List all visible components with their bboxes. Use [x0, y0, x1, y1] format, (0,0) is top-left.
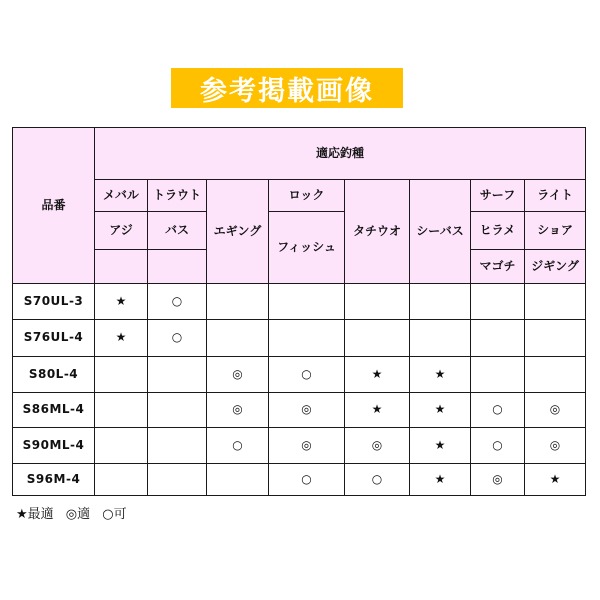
model-number: S90ML-4: [13, 427, 95, 463]
legend: [16, 503, 135, 522]
model-number: S76UL-4: [13, 320, 95, 356]
rating-mark: [95, 392, 148, 427]
rating-mark: [345, 284, 410, 320]
rating-mark: ○: [269, 463, 345, 495]
fishing-type-header: アジ: [95, 212, 148, 250]
model-number: S86ML-4: [13, 392, 95, 427]
spec-table: [12, 127, 586, 496]
rating-mark: [525, 320, 586, 356]
header-row-group: [13, 128, 586, 180]
rating-mark: [207, 463, 269, 495]
rating-mark: ◎: [471, 463, 525, 495]
legend-suitable: ◎適: [65, 507, 91, 522]
rating-mark: [148, 427, 207, 463]
table-row: [13, 392, 586, 427]
rating-mark: ★: [95, 284, 148, 320]
rating-mark: [207, 320, 269, 356]
rating-mark: ○: [471, 392, 525, 427]
model-number: S80L-4: [13, 356, 95, 392]
fishing-type-header: ロック: [269, 180, 345, 212]
rating-mark: ○: [269, 356, 345, 392]
fishing-type-header: フィッシュ: [269, 212, 345, 284]
header-row-1: [13, 180, 586, 212]
rating-mark: [410, 320, 471, 356]
rating-mark: [471, 320, 525, 356]
rating-mark: [148, 463, 207, 495]
rating-mark: ○: [148, 284, 207, 320]
rating-mark: [207, 284, 269, 320]
table-row: [13, 284, 586, 320]
rating-mark: ★: [95, 320, 148, 356]
model-number: S70UL-3: [13, 284, 95, 320]
rating-mark: [269, 320, 345, 356]
fishing-type-header: タチウオ: [345, 180, 410, 284]
fishing-type-header: メバル: [95, 180, 148, 212]
table-row: [13, 463, 586, 495]
rating-mark: [471, 284, 525, 320]
rating-mark: ○: [207, 427, 269, 463]
rating-mark: ★: [410, 356, 471, 392]
empty-header-cell: [148, 250, 207, 284]
page-title: 参考掲載画像: [200, 75, 374, 107]
rating-mark: [148, 356, 207, 392]
rating-mark: [345, 320, 410, 356]
rating-mark: ○: [471, 427, 525, 463]
model-number: S96M-4: [13, 463, 95, 495]
fishing-type-header: シーバス: [410, 180, 471, 284]
rating-mark: ◎: [525, 427, 586, 463]
rating-mark: ★: [410, 392, 471, 427]
rating-mark: ◎: [525, 392, 586, 427]
legend-possible: ○可: [102, 507, 127, 522]
empty-header-cell: [95, 250, 148, 284]
rating-mark: [269, 284, 345, 320]
rating-mark: [471, 356, 525, 392]
fishing-type-header: エギング: [207, 180, 269, 284]
rating-mark: [148, 392, 207, 427]
fishing-type-header: ショア: [525, 212, 586, 250]
rating-mark: ★: [345, 356, 410, 392]
rating-mark: [410, 284, 471, 320]
table-row: [13, 356, 586, 392]
rating-mark: [95, 427, 148, 463]
rating-mark: ◎: [207, 392, 269, 427]
fishing-type-header: ヒラメ: [471, 212, 525, 250]
rating-mark: [95, 463, 148, 495]
legend-best: ★最適: [16, 507, 54, 522]
rating-mark: ★: [525, 463, 586, 495]
fishing-type-group-header: 適応釣種: [95, 128, 586, 180]
rating-mark: ◎: [269, 427, 345, 463]
rating-mark: ○: [345, 463, 410, 495]
table-row: [13, 427, 586, 463]
title-banner: [171, 68, 403, 108]
rating-mark: ◎: [345, 427, 410, 463]
header-row-2: [13, 212, 586, 250]
rating-mark: ◎: [269, 392, 345, 427]
fishing-type-header: ジギング: [525, 250, 586, 284]
rating-mark: [525, 356, 586, 392]
model-column-header: 品番: [13, 128, 95, 284]
rating-mark: ★: [410, 463, 471, 495]
rating-mark: ◎: [207, 356, 269, 392]
fishing-type-header: サーフ: [471, 180, 525, 212]
fishing-type-header: マゴチ: [471, 250, 525, 284]
rating-mark: [525, 284, 586, 320]
table-row: [13, 320, 586, 356]
fishing-type-header: バス: [148, 212, 207, 250]
rating-mark: ★: [410, 427, 471, 463]
fishing-type-header: ライト: [525, 180, 586, 212]
fishing-type-header: トラウト: [148, 180, 207, 212]
rating-mark: ★: [345, 392, 410, 427]
rating-mark: ○: [148, 320, 207, 356]
rating-mark: [95, 356, 148, 392]
